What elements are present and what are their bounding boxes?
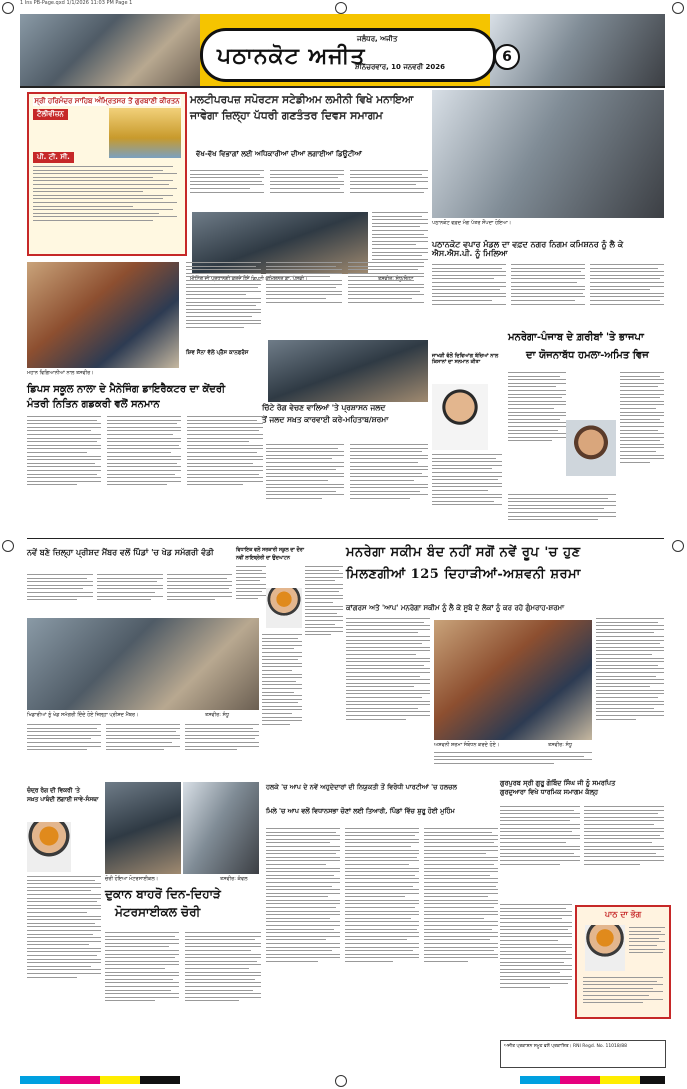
side-ad-body xyxy=(583,977,663,1006)
middle-body xyxy=(266,444,428,534)
crop-mark xyxy=(2,2,14,14)
ad-gurbani-kirtan xyxy=(27,92,187,256)
theft-photo-street xyxy=(183,782,259,874)
section-divider xyxy=(27,538,664,539)
small-left-headline-line2: ਸਖ਼ਤ ਪਾਬੰਦੀ ਲਗਾਈ ਜਾਵੇ-ਸੰਸਥਾ xyxy=(27,796,99,803)
amit-vij-headline xyxy=(508,332,664,361)
amit-vij-body-right xyxy=(620,372,664,532)
ad-path-bhog xyxy=(575,905,671,1019)
sports-headline: ਨਵੇਂ ਬਣੇ ਜ਼ਿਲ੍ਹਾ ਪ੍ਰੀਸ਼ਦ ਮੈਂਬਰ ਵਲੋਂ ਪਿੰਡਾਂ 'ਚ ਖੇਡ ਸਮੱਗਰੀ ਵੰਡੀ xyxy=(27,547,214,557)
school-visit-kicker xyxy=(236,548,318,561)
right-top-photo-delegation xyxy=(432,90,664,218)
color-bar-black xyxy=(140,1076,180,1084)
theft-photo-shop xyxy=(105,782,181,874)
lead-headline-line1: ਮਲਟੀਪਰਪਜ਼ ਸਪੋਰਟਸ ਸਟੇਡੀਅਮ ਲਮੀਨੀ ਵਿਖੇ ਮਨਾਇਆ xyxy=(190,94,414,106)
gadkari-photo xyxy=(27,262,179,368)
gadkari-photo-caption: ਮਹਾਨ ਵਿਗਿਆਨੀਆਂ ਨਾਲ ਤਸਵੀਰ। xyxy=(27,370,94,376)
logo-brand: ਅਜੀਤ xyxy=(308,43,366,69)
imprint-text: ਅਜੀਤ ਪ੍ਰਕਾਸ਼ਨ ਸਮੂਹ ਵਲੋਂ ਪ੍ਰਕਾਸ਼ਿਤ। RNI Regd. No. 11018/88 xyxy=(504,1044,628,1049)
gurdwara-body xyxy=(500,806,664,900)
sharma-photo-rally xyxy=(434,620,592,740)
crop-mark xyxy=(335,1075,347,1087)
middle-upper-body xyxy=(266,262,426,334)
bottom-headline: ਮਿਲੇ 'ਚ ਆਪ ਵਲੋਂ ਵਿਧਾਨਸਭਾ ਚੋਣਾਂ ਲਈ ਤਿਆਰੀ, ਪਿੰਡਾਂ ਵਿੱਚ ਸ਼ੁਰੂ ਹੋਈ ਮੁਹਿੰਮ xyxy=(266,807,455,815)
theft-body xyxy=(105,932,261,1036)
crop-mark xyxy=(672,2,684,14)
color-bar-magenta xyxy=(60,1076,100,1084)
color-bar-black xyxy=(640,1076,665,1084)
jakhar-kicker: ਜਾਖੜੀ ਵੱਲੋਂ ਦਿਵਿਆਂਗ ਬੱਚਿਆਂ ਨਾਲ ਕਿਸਾਨਾਂ ਦਾ ਸਨਮਾਨ ਕੀਤਾ xyxy=(432,353,499,365)
right-top-body xyxy=(432,264,664,324)
ad-body xyxy=(33,166,181,224)
small-left-headline xyxy=(27,788,117,803)
middle-kicker: ਸ਼ਿਵ ਸੈਨਾ ਵੱਲੋਂ ਪ੍ਰੈਸ ਕਾਨਫਰੰਸ xyxy=(186,350,249,356)
page-number: 6 xyxy=(494,44,520,70)
theft-photo-caption: ਚੋਰੀ ਹੋਇਆ ਮੋਟਰਸਾਈਕਲ। xyxy=(105,876,159,882)
middle-headline-line1: ਚਿੱਟੇ ਰੋਗ ਵੇਚਣ ਵਾਲਿਆਂ 'ਤੇ ਪ੍ਰਸ਼ਾਸਨ ਜਲਦ xyxy=(262,403,386,412)
gadkari-body xyxy=(27,416,263,534)
sports-photo-caption: ਖਿਡਾਰੀਆਂ ਨੂੰ ਖੇਡ ਸਮੱਗਰੀ ਦਿੰਦੇ ਹੋਏ ਜ਼ਿਲ੍ਹਾ ਪ੍ਰੀਸ਼ਦ ਮੈਂਬਰ। xyxy=(27,712,139,718)
sharma-headline-line2: ਮਿਲਣਗੀਆਂ 125 ਦਿਹਾੜੀਆਂ-ਅਸ਼ਵਨੀ ਸ਼ਰਮਾ xyxy=(346,566,581,582)
ad-tag-ptc: ਪੀ. ਟੀ. ਸੀ. xyxy=(33,152,74,163)
middle-photo-press xyxy=(268,340,428,402)
lead-headline xyxy=(190,94,425,123)
sports-body-2 xyxy=(27,724,259,770)
logo-city: ਪਠਾਨਕੋਟ xyxy=(217,43,300,69)
newspaper-logo xyxy=(200,28,496,82)
side-ad-title: ਪਾਠ ਦਾ ਭੋਗ xyxy=(604,909,642,919)
lead-subhead: ਵੱਖ-ਵੱਖ ਵਿਭਾਗਾਂ ਲਈ ਅਧਿਕਾਰੀਆਂ ਦੀਆਂ ਲਗਾਈਆਂ ਡਿਊਟੀਆਂ xyxy=(196,149,362,158)
sports-photo-players xyxy=(27,618,259,710)
sharma-photo-credit: ਤਸਵੀਰ: ਸੰਧੂ xyxy=(548,742,573,748)
small-left-body xyxy=(27,876,101,1036)
sharma-body-col1 xyxy=(346,618,430,774)
sharma-headline xyxy=(346,546,664,583)
golden-temple-image xyxy=(109,108,181,158)
print-slug: 1 Ins PB-Page.qxd 1/1/2026 11:03 PM Page 1 xyxy=(20,0,133,6)
middle-headline xyxy=(262,404,432,424)
right-top-headline: ਪਠਾਨਕੋਟ ਵਪਾਰ ਮੰਡਲ ਦਾ ਵਫ਼ਦ ਨਗਰ ਨਿਗਮ ਕਮਿਸ਼ਨਰ ਨੂੰ ਲੈ ਕੇ ਐਸ.ਐਸ.ਪੀ. ਨੂੰ ਮਿਲਿਆ xyxy=(432,239,624,259)
gadkari-headline-line2: ਮੰਤਰੀ ਨਿਤਿਨ ਗਡਕਰੀ ਵਲੋਂ ਸਨਮਾਨ xyxy=(27,398,160,410)
gurdwara-headline-line2: ਗੁਰਦੁਆਰਾ ਵਿਖੇ ਧਾਰਮਿਕ ਸਮਾਗਮ ਕੱਲ੍ਹ xyxy=(500,788,599,797)
edition-label: ਜਲੰਧਰ, ਅਜੀਤ xyxy=(357,35,398,43)
theft-headline-line1: ਦੁਕਾਨ ਬਾਹਰੋਂ ਦਿਨ-ਦਿਹਾੜੇ xyxy=(105,887,221,901)
right-top-photo-caption: ਪਠਾਨਕੋਟ ਵਫ਼ਦ ਮੰਗ ਪੱਤਰ ਸੌਂਪਦਾ ਹੋਇਆ। xyxy=(432,220,512,226)
amit-vij-body-left xyxy=(508,372,566,492)
logo-title xyxy=(217,43,365,69)
amit-vij-portrait xyxy=(566,420,616,476)
side-ad-text xyxy=(629,927,665,956)
bottom-body-right xyxy=(500,904,572,1036)
side-ad-portrait xyxy=(585,925,625,971)
sharma-body-col3 xyxy=(596,618,664,778)
theft-photo-credit: ਤਸਵੀਰ: ਕੰਵਲ xyxy=(220,876,248,882)
small-left-headline-line1: ਚੰਦ੍ਰ ਰੋਗ ਦੀ ਵਿਕਰੀ 'ਤੇ xyxy=(27,788,80,794)
sharma-body-bottom xyxy=(434,752,592,774)
color-bar-yellow xyxy=(100,1076,140,1084)
gurdwara-headline-line1: ਗੁਰਪੁਰਬ ਸ੍ਰੀ ਗੁਰੂ ਗੋਬਿੰਦ ਸਿੰਘ ਜੀ ਨੂੰ ਸਮਰਪਿਤ xyxy=(500,779,616,787)
color-bar-magenta xyxy=(560,1076,600,1084)
gurdwara-headline xyxy=(500,780,664,797)
crop-mark xyxy=(2,540,14,552)
color-bar-cyan xyxy=(20,1076,60,1084)
bottom-kicker: ਹਲਕੇ 'ਚ ਆਪ ਦੇ ਨਵੇਂ ਅਹੁਦੇਦਾਰਾਂ ਦੀ ਨਿਯੁਕਤੀ ਤੋਂ ਵਿਰੋਧੀ ਪਾਰਟੀਆਂ 'ਚ ਹਲਚਲ xyxy=(266,783,457,791)
ad-title: ਸ੍ਰੀ ਹਰਿਮੰਦਰ ਸਾਹਿਬ ਅੰਮ੍ਰਿਤਸਰ ਤੋਂ ਗੁਰਬਾਣੀ ਕੀਰਤਨ xyxy=(34,97,180,105)
sports-photo-credit: ਤਸਵੀਰ: ਸੰਧੂ xyxy=(205,712,230,718)
school-visit-body-bottom xyxy=(262,634,302,774)
crop-mark xyxy=(672,540,684,552)
gadkari-headline xyxy=(27,384,267,410)
sharma-subhead: ਕਾਂਗਰਸ ਅਤੇ 'ਆਪ' ਮਨਰੇਗਾ ਸਕੀਮ ਨੂੰ ਲੈ ਕੇ ਸੂਬੇ ਦੇ ਲੋਕਾਂ ਨੂੰ ਕਰ ਰਹੇ ਗੁੰਮਰਾਹ-ਸ਼ਰਮਾ xyxy=(346,603,565,612)
gadkari-headline-line1: ਡਿਪਸ ਸਕੂਲ ਨਾਲਾ ਦੇ ਮੈਨੇਜਿੰਗ ਡਾਇਰੈਕਟਰ ਦਾ ਕੇਂਦਰੀ xyxy=(27,384,226,395)
amit-vij-body-bottom xyxy=(508,494,616,534)
sharma-photo-caption: ਅਸ਼ਵਨੀ ਸ਼ਰਮਾ ਸੰਬੋਧਨ ਕਰਦੇ ਹੋਏ। xyxy=(434,742,500,748)
school-visit-kicker-1: ਵਿਧਾਇਕ ਵਲੋਂ ਸਰਕਾਰੀ ਸਕੂਲ ਦਾ ਦੌਰਾ xyxy=(236,547,304,553)
issue-date: ਸ਼ਨਿੱਚਰਵਾਰ, 10 ਜਨਵਰੀ 2026 xyxy=(355,63,446,71)
school-visit-body-left xyxy=(236,566,266,616)
jakhar-portrait xyxy=(432,384,488,450)
amit-vij-headline-line1: ਮਨਰੇਗਾ-ਪੰਜਾਬ ਦੇ ਗ਼ਰੀਬਾਂ 'ਤੇ ਭਾਜਪਾ xyxy=(508,332,644,343)
school-visit-kicker-2: ਨਵੀਂ ਲਾਇਬ੍ਰੇਰੀ ਦਾ ਉਦਘਾਟਨ xyxy=(236,554,290,561)
imprint-box xyxy=(500,1040,666,1068)
theft-headline-line2: ਮੋਟਰਸਾਈਕਲ ਚੋਰੀ xyxy=(115,904,201,919)
gadkari-body-right xyxy=(186,262,261,392)
small-left-portrait xyxy=(27,822,71,872)
sports-body xyxy=(27,574,232,616)
ad-tag-tv: ਟੈਲੀਵੀਜ਼ਨ xyxy=(33,109,68,120)
jakhar-body xyxy=(432,454,502,534)
lead-headline-line2: ਜਾਵੇਗਾ ਜ਼ਿਲ੍ਹਾ ਪੱਧਰੀ ਗਣਤੰਤਰ ਦਿਵਸ ਸਮਾਗਮ xyxy=(190,109,383,123)
masthead-photo-left xyxy=(20,14,200,86)
amit-vij-headline-line2: ਦਾ ਯੋਜਨਾਬੱਧ ਹਮਲਾ-ਅਮਿਤ ਵਿਜ xyxy=(526,349,649,361)
middle-headline-line2: ਤੋਂ ਜਲਦ ਸਖ਼ਤ ਕਾਰਵਾਈ ਕਰੇ-ਮਹਿਤਾਬ/ਸ਼ਰਮਾ xyxy=(262,414,389,424)
bottom-body xyxy=(266,828,498,1036)
school-visit-body-right xyxy=(305,566,343,666)
theft-headline xyxy=(105,888,265,920)
sharma-headline-line1: ਮਨਰੇਗਾ ਸਕੀਮ ਬੰਦ ਨਹੀਂ ਸਗੋਂ ਨਵੇਂ ਰੂਪ 'ਚ ਹੁਣ xyxy=(346,545,581,560)
color-bar-cyan xyxy=(520,1076,560,1084)
color-bar-yellow xyxy=(600,1076,640,1084)
official-portrait xyxy=(266,588,302,628)
lead-body xyxy=(190,170,428,210)
